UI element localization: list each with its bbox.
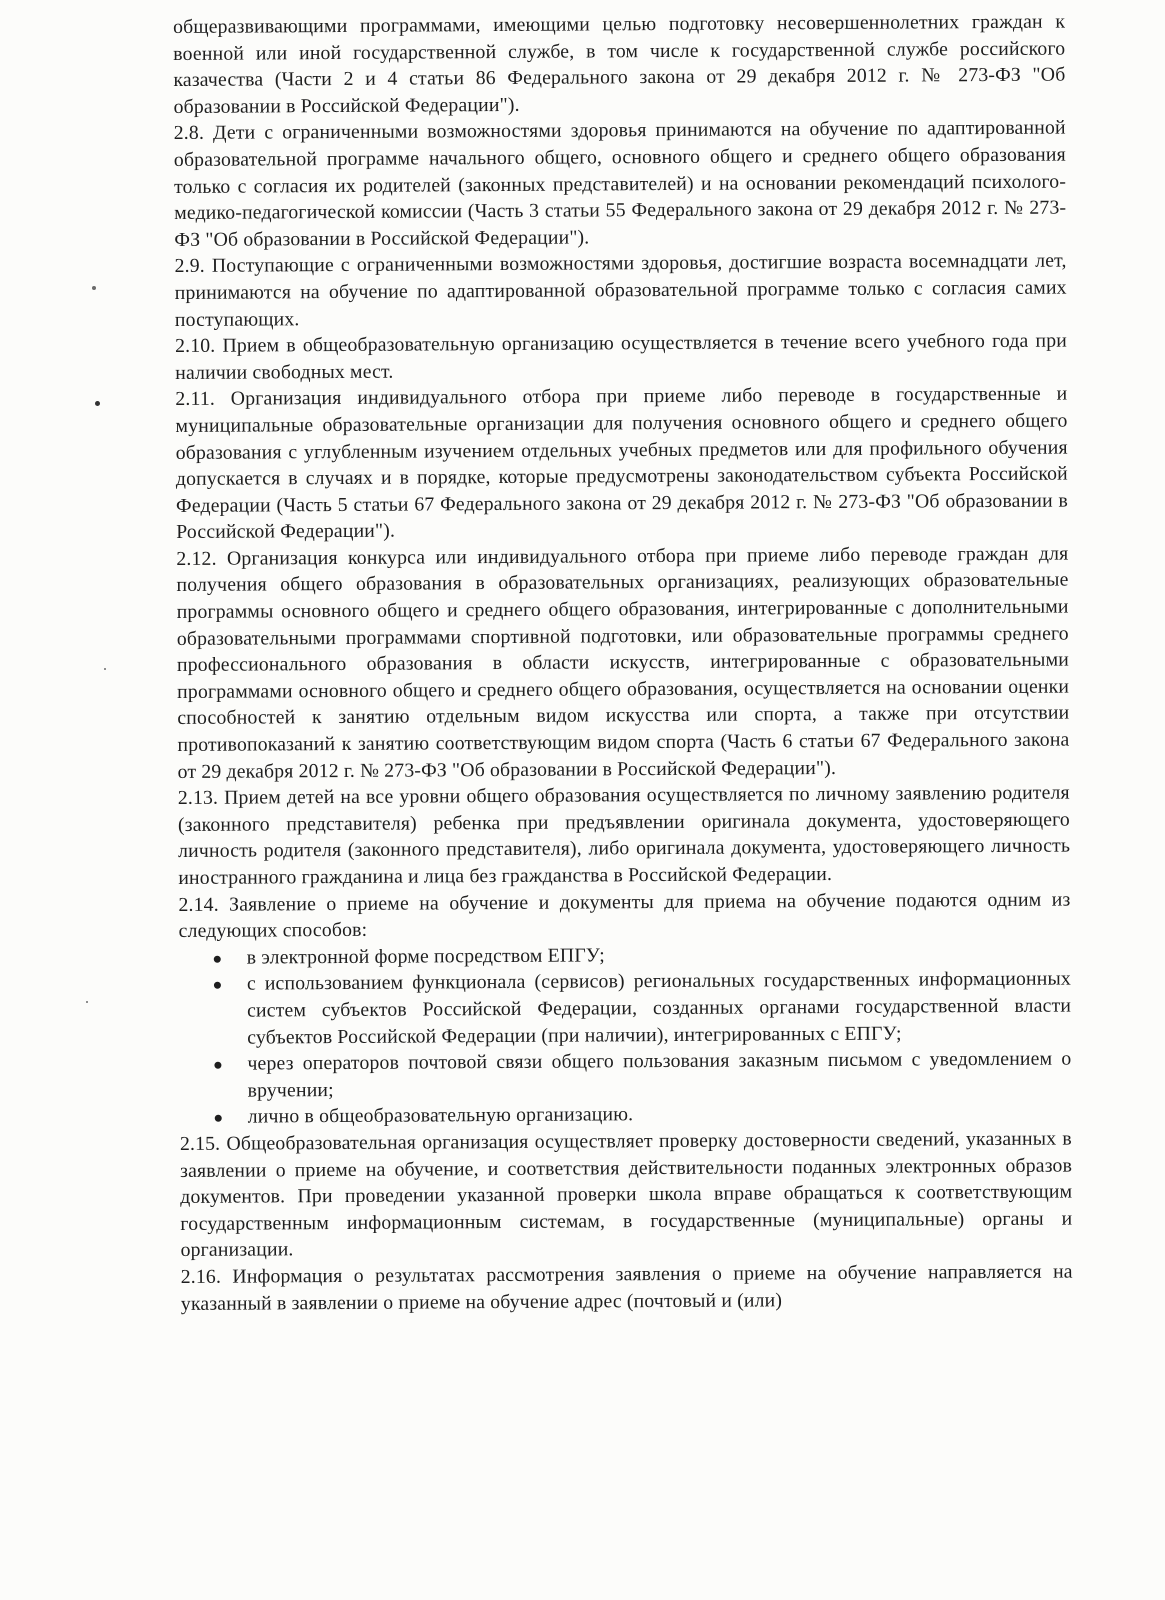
list-item (248, 1099, 1072, 1131)
paragraph-2-15: 2.15. Общеобразовательная организация осуществляет проверку достоверности сведений, указанных в заявлении о приеме на обучение, и соответствия действительности поданных электронных образов документов. При проведении указанной проверки школа вправе обращаться к соответствующим государственным информационным системам, в государственные (муниципальные) органы и организации. (179, 1127, 1073, 1262)
list-item-text: через операторов почтовой связи общего пользования заказным письмом с уведомлением о вручении; (247, 1047, 1072, 1102)
paragraph-2-13: 2.13. Прием детей на все уровни общего образования осуществляется по личному заявлению родителя (законного представителя) ребенка при предъявлении оригинала документа, удостоверяющего личность родителя (законного представителя), либо оригинала документа, удостоверяющего личность иностранного гражданина и лица без гражданства в Российской Федерации. (177, 781, 1071, 889)
paragraph-2-9: 2.9. Поступающие с ограниченными возможностями здоровья, достигшие возраста восемнадцати лет, принимаются на обучение по адаптированной образовательной программе только с согласия самих поступающих. (174, 249, 1067, 331)
list-item (247, 1046, 1071, 1104)
scan-speck (92, 286, 96, 290)
submission-methods-list (179, 939, 1072, 1131)
paragraph-2-14: 2.14. Заявление о приеме на обучение и документы для приема на обучение подаются одним из следующих способов: (178, 888, 1071, 943)
bullet-icon (214, 982, 221, 989)
list-item-text: с использованием функционала (сервисов) региональных государственных информационных систем субъектов Российской Федерации, созданных органами государственной власти субъектов Российской Федерации (при наличии), интегрированных с ЕПГУ; (246, 967, 1072, 1049)
bullet-icon (214, 956, 221, 963)
paragraph-2-8: 2.8. Дети с ограниченными возможностями здоровья принимаются на обучение по адаптированной образовательной программе начального общего, основного общего и среднего общего образования только с согласия их родителей (законных представителей) и на основании рекомендаций психолого-медико-педагогической комиссии (Часть 3 статьи 55 Федерального закона от 29 декабря 2012 г. № 273-ФЗ "Об образовании в Российской Федерации"). (173, 116, 1067, 251)
list-item-text: лично в общеобразовательную организацию. (247, 1103, 634, 1128)
paragraph-2-16: 2.16. Информация о результатах рассмотрения заявления о приеме на обучение направляется на указанный в заявлении о приеме на обучение адрес (почтовый и (или) (180, 1260, 1073, 1315)
paragraph-continuation: общеразвивающими программами, имеющими целью подготовку несовершеннолетних граждан к военной или иной государственной службе, в том числе к государственной службе российского казачества (Части 2 и 4 статьи 86 Федерального закона от 29 декабря 2012 г. № 273-ФЗ "Об образовании в Российской Федерации"). (173, 10, 1066, 118)
bullet-icon (214, 1062, 221, 1069)
paragraph-2-11: 2.11. Организация индивидуального отбора при приеме либо переводе в государственные и муниципальные образовательные организации для получения основного общего и среднего общего образования с углубленным изучением отдельных учебных предметов или для профильного обучения допускается в случаях и в порядке, которые предусмотрены законодательством субъекта Российской Федерации (Часть 5 статьи 67 Федерального закона от 29 декабря 2012 г. № 273-ФЗ "Об образовании в Российской Федерации"). (175, 382, 1069, 544)
document-body (173, 9, 1073, 1318)
list-item-text: в электронной форме посредством ЕПГУ; (246, 944, 605, 969)
paragraph-2-10: 2.10. Прием в общеобразовательную организацию осуществляется в течение всего учебного года при наличии свободных мест. (174, 329, 1068, 384)
scan-speck (86, 1001, 88, 1003)
scan-speck (95, 401, 100, 406)
scan-speck (104, 668, 106, 670)
list-item (247, 966, 1071, 1051)
paragraph-2-12: 2.12. Организация конкурса или индивидуального отбора при приеме либо переводе граждан для получения общего образования в образовательных организациях, реализующих образовательные программы основного общего и среднего общего образования, интегрированные с дополнительными образовательными программами спортивной подготовки, или образовательные программы среднего профессионального образования в области искусств, интегрированные с образовательными программами основного общего и среднего общего образования, осуществляется на основании оценки способностей к занятию отдельным видом искусства или спорта, а также при отсутствии противопоказаний к занятию соответствующим видом спорта (Часть 6 статьи 67 Федерального закона от 29 декабря 2012 г. № 273-ФЗ "Об образовании в Российской Федерации"). (176, 542, 1070, 783)
bullet-icon (215, 1115, 222, 1122)
